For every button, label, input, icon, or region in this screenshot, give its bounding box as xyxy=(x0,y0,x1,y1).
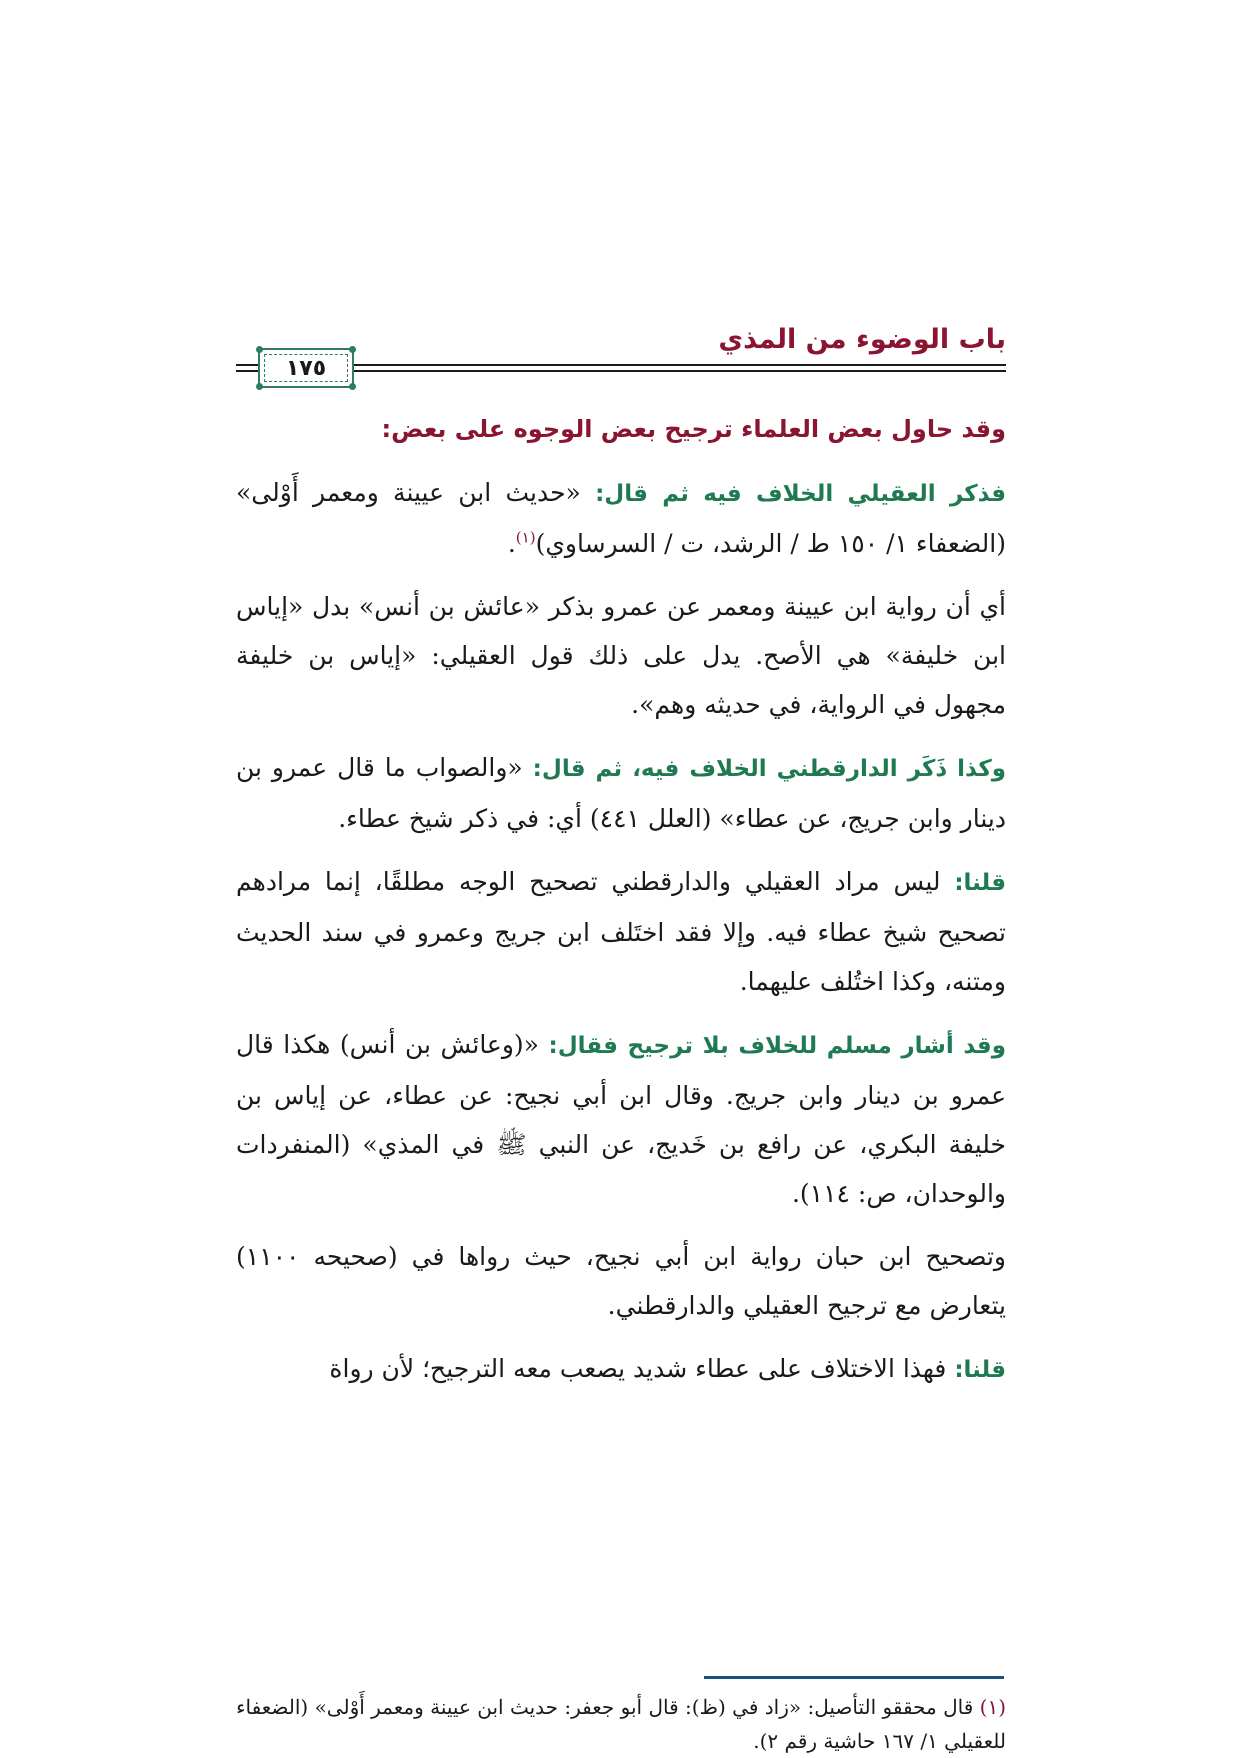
chapter-title: باب الوضوء من المذي xyxy=(718,324,1006,355)
section-heading: وقد حاول بعض العلماء ترجيح بعض الوجوه على بعض: xyxy=(381,415,1006,443)
paragraph-text: ليس مراد العقيلي والدارقطني تصحيح الوجه مطلقًا، إنما مرادهم تصحيح شيخ عطاء فيه. وإلا فقد اختَلف ابن جريج وعمرو في سند الحديث ومتنه، وكذا اختُلف عليهما. xyxy=(236,867,1006,996)
ornament-icon xyxy=(349,383,356,390)
page-header xyxy=(236,318,1006,388)
paragraph-lead: وقد أشار مسلم للخلاف بلا ترجيح فقال: xyxy=(548,1033,1006,1059)
paragraph-lead: وكذا ذَكَر الدارقطني الخلاف فيه، ثم قال: xyxy=(532,756,1006,782)
footnote-item xyxy=(236,1690,1006,1758)
paragraph xyxy=(236,582,1006,729)
page-number-badge xyxy=(258,348,354,388)
paragraph-text: «والصواب ما قال عمرو بن دينار وابن جريج، عن عطاء» (العلل ٤٤١) أي: في ذكر شيخ عطاء. xyxy=(236,753,1006,833)
paragraph-lead: فذكر العقيلي الخلاف فيه ثم قال: xyxy=(595,481,1006,507)
ornament-icon xyxy=(256,346,263,353)
paragraph xyxy=(236,857,1006,1006)
paragraph-text: فهذا الاختلاف على عطاء شديد يصعب معه الترجيح؛ لأن رواة xyxy=(329,1354,955,1383)
footnote-reference[interactable]: (١) xyxy=(515,528,536,547)
ornament-icon xyxy=(349,346,356,353)
page-body xyxy=(236,405,1006,1409)
footnote-text: قال محققو التأصيل: «زاد في (ظ): قال أبو جعفر: حديث ابن عيينة ومعمر أَوْلى» (الضعفاء للعقيلي ١/ ١٦٧ حاشية رقم ٢). xyxy=(236,1695,1006,1753)
paragraph-text: «(وعائش بن أنس) هكذا قال عمرو بن دينار وابن جريج. وقال ابن أبي نجيح: عن عطاء، عن إياس بن خليفة البكري، عن رافع بن خَديج، عن النبي ﷺ في المذي» (المنفردات والوحدان، ص: ١١٤). xyxy=(236,1030,1006,1208)
paragraph xyxy=(236,1020,1006,1218)
paragraph xyxy=(236,1232,1006,1330)
footnote-separator xyxy=(704,1676,1004,1679)
footnote-number: (١) xyxy=(979,1695,1006,1719)
ornament-icon xyxy=(256,383,263,390)
paragraph-text: أي أن رواية ابن عيينة ومعمر عن عمرو بذكر «عائش بن أنس» بدل «إياس ابن خليفة» هي الأصح. يدل على ذلك قول العقيلي: «إياس بن خليفة مجهول في الرواية، في حديثه وهم». xyxy=(236,592,1006,719)
paragraph-lead: قلنا: xyxy=(954,870,1006,896)
page-number: ١٧٥ xyxy=(285,355,327,381)
paragraph-lead: قلنا: xyxy=(954,1357,1006,1383)
paragraph-text: وتصحيح ابن حبان رواية ابن أبي نجيح، حيث رواها في (صحيحه ١١٠٠) يتعارض مع ترجيح العقيلي والدارقطني. xyxy=(236,1242,1006,1320)
footnotes xyxy=(236,1690,1006,1758)
paragraph-tail: . xyxy=(507,529,516,558)
paragraph xyxy=(236,1344,1006,1395)
paragraph-text: «حديث ابن عيينة ومعمر أَوْلى» (الضعفاء ١/ ١٥٠ ط / الرشد، ت / السرساوي) xyxy=(236,478,1006,558)
paragraph xyxy=(236,743,1006,843)
paragraph xyxy=(236,468,1006,568)
